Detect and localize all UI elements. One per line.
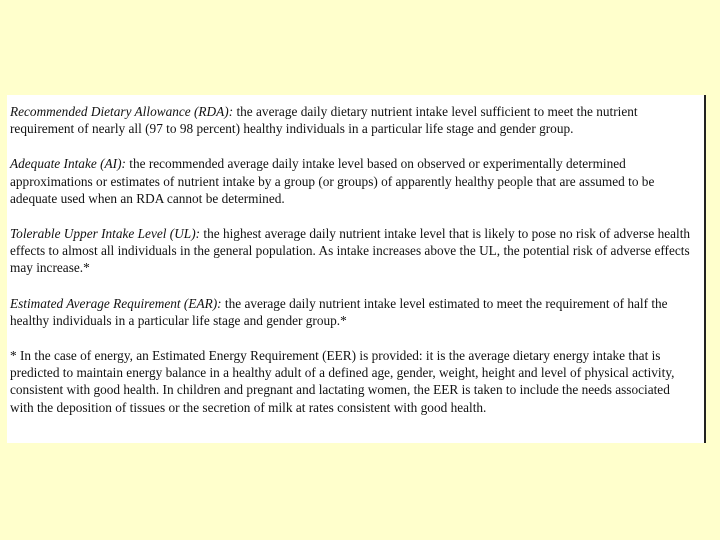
energy-footnote: * In the case of energy, an Estimated Energy Requirement (EER) is provided: it is the average dietary energy intake that is predicted to maintain energy balance in a healthy adult of a defined age, gender, weight, height and level of physical activity, consistent with good health. In children and pregnant and lactating women, the EER is taken to include the needs associated with the deposition of tissues or the secretion of milk at rates consistent with good health. (10, 348, 675, 415)
definition-text: the highest average daily nutrient intake level that is likely to pose no risk of adverse health effects to almost all individuals in the general population. As intake increases above the UL, the potential risk of adverse effects may increase.* (10, 226, 691, 276)
definition-ul (10, 225, 694, 277)
definition-term: Adequate Intake (AI): (10, 156, 126, 172)
definition-term: Recommended Dietary Allowance (RDA): (10, 104, 234, 119)
definition-ai (10, 155, 694, 207)
definition-text: the average daily dietary nutrient intake level sufficient to meet the nutrient requirement of nearly all (97 to 98 percent) healthy individuals in a particular life stage and gender group. (10, 104, 638, 137)
definition-term: Tolerable Upper Intake Level (UL): (10, 226, 201, 242)
definition-rda (10, 103, 694, 137)
definition-term: Estimated Average Requirement (EAR): (10, 295, 222, 311)
definition-text: the recommended average daily intake level based on observed or experimentally determined approximations or estimates of nutrient intake by a group (or groups) of apparently healthy people that are assumed to be adequate used when an RDA cannot be determined. (10, 156, 655, 206)
scanned-definitions-image (7, 95, 706, 443)
definition-ear (10, 295, 694, 329)
definition-text: the average daily nutrient intake level estimated to meet the requirement of half the healthy individuals in a particular life stage and gender group.* (10, 295, 668, 328)
